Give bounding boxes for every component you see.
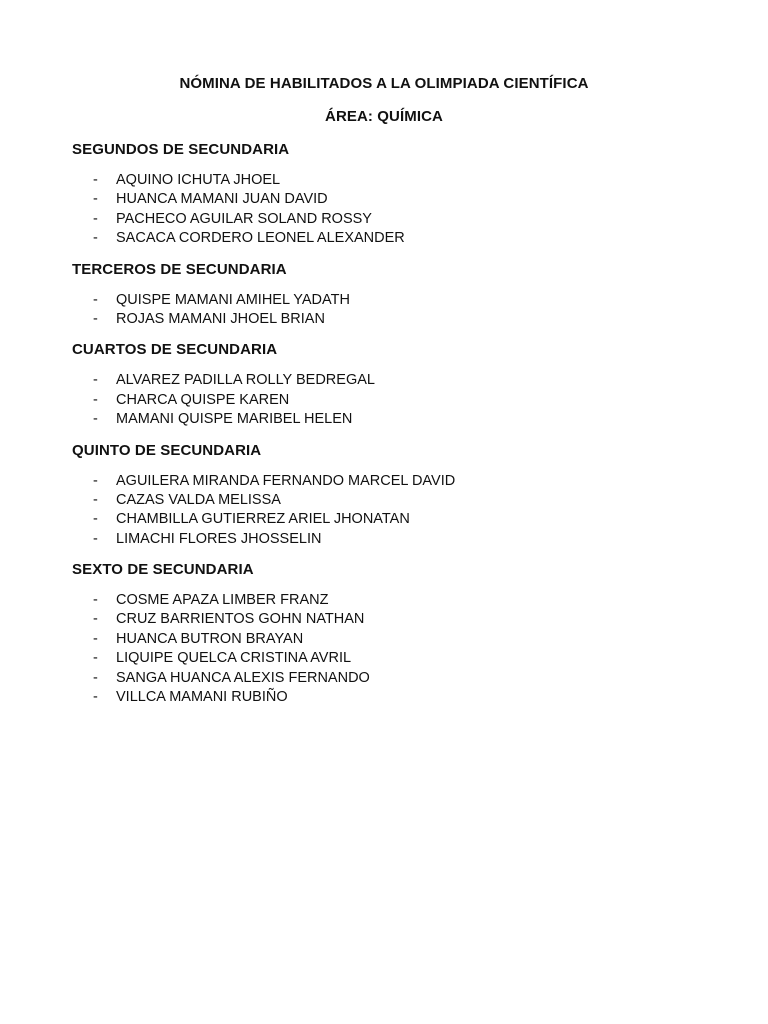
grade-section — [72, 341, 696, 429]
list-item — [72, 669, 696, 688]
section-heading: TERCEROS DE SECUNDARIA — [72, 260, 287, 278]
section-heading: SEGUNDOS DE SECUNDARIA — [72, 141, 290, 158]
list-item — [72, 391, 696, 410]
bullet-dash: - — [93, 411, 98, 428]
student-name: CHARCA QUISPE KAREN — [116, 391, 290, 408]
bullet-dash: - — [93, 472, 98, 489]
section-heading: SEXTO DE SECUNDARIA — [72, 561, 254, 579]
student-name: PACHECO AGUILAR SOLAND ROSSY — [116, 210, 372, 227]
bullet-dash: - — [93, 391, 98, 408]
bullet-dash: - — [93, 511, 98, 528]
student-name: CHAMBILLA GUTIERREZ ARIEL JHONATAN — [116, 511, 410, 528]
student-name: LIQUIPE QUELCA CRISTINA AVRIL — [116, 650, 352, 667]
list-item — [72, 190, 696, 209]
section-heading: CUARTOS DE SECUNDARIA — [72, 341, 278, 359]
student-list — [72, 371, 696, 429]
document-subtitle: ÁREA: QUÍMICA — [325, 108, 443, 125]
student-name: CRUZ BARRIENTOS GOHN NATHAN — [116, 611, 365, 628]
list-item — [72, 610, 696, 629]
bullet-dash: - — [93, 669, 98, 686]
bullet-dash: - — [93, 491, 98, 508]
bullet-dash: - — [93, 611, 98, 628]
student-list — [72, 591, 696, 707]
list-item — [72, 472, 696, 491]
student-name: MAMANI QUISPE MARIBEL HELEN — [116, 411, 353, 428]
list-item — [72, 371, 696, 390]
document-title: NÓMINA DE HABILITADOS A LA OLIMPIADA CIENTÍFICA — [179, 75, 589, 92]
list-item — [72, 210, 696, 229]
bullet-dash: - — [93, 172, 98, 188]
list-item — [72, 491, 696, 510]
grade-section — [72, 141, 696, 249]
grade-section — [72, 261, 696, 330]
bullet-dash: - — [93, 191, 98, 208]
student-list — [72, 291, 696, 330]
bullet-dash: - — [93, 310, 98, 327]
student-name: AGUILERA MIRANDA FERNANDO MARCEL DAVID — [116, 472, 456, 489]
student-name: HUANCA BUTRON BRAYAN — [116, 630, 304, 647]
student-name: SACACA CORDERO LEONEL ALEXANDER — [116, 230, 405, 247]
list-item — [72, 530, 696, 549]
bullet-dash: - — [93, 291, 98, 308]
list-item — [72, 510, 696, 529]
student-name: COSME APAZA LIMBER FRANZ — [116, 592, 329, 609]
bullet-dash: - — [93, 372, 98, 389]
grade-section — [72, 561, 696, 707]
student-name: HUANCA MAMANI JUAN DAVID — [116, 191, 328, 208]
student-name: SANGA HUANCA ALEXIS FERNANDO — [116, 669, 370, 686]
list-item — [72, 410, 696, 429]
student-name: AQUINO ICHUTA JHOEL — [116, 172, 281, 188]
bullet-dash: - — [93, 210, 98, 227]
grade-section — [72, 442, 696, 550]
student-name: QUISPE MAMANI AMIHEL YADATH — [116, 291, 350, 308]
bullet-dash: - — [93, 689, 98, 706]
list-item — [72, 688, 696, 707]
student-name: LIMACHI FLORES JHOSSELIN — [116, 530, 322, 547]
bullet-dash: - — [93, 650, 98, 667]
list-item — [72, 591, 696, 610]
student-name: VILLCA MAMANI RUBIÑO — [116, 689, 288, 706]
bullet-dash: - — [93, 230, 98, 247]
sections-container — [72, 141, 696, 707]
student-name: CAZAS VALDA MELISSA — [116, 491, 281, 508]
student-list — [72, 171, 696, 249]
student-name: ROJAS MAMANI JHOEL BRIAN — [116, 310, 325, 327]
section-heading: QUINTO DE SECUNDARIA — [72, 441, 262, 459]
student-name: ALVAREZ PADILLA ROLLY BEDREGAL — [116, 372, 375, 389]
bullet-dash: - — [93, 592, 98, 609]
list-item — [72, 630, 696, 649]
list-item — [72, 291, 696, 310]
list-item — [72, 229, 696, 248]
list-item — [72, 310, 696, 329]
list-item — [72, 171, 696, 190]
list-item — [72, 649, 696, 668]
bullet-dash: - — [93, 630, 98, 647]
bullet-dash: - — [93, 530, 98, 547]
student-list — [72, 472, 696, 550]
